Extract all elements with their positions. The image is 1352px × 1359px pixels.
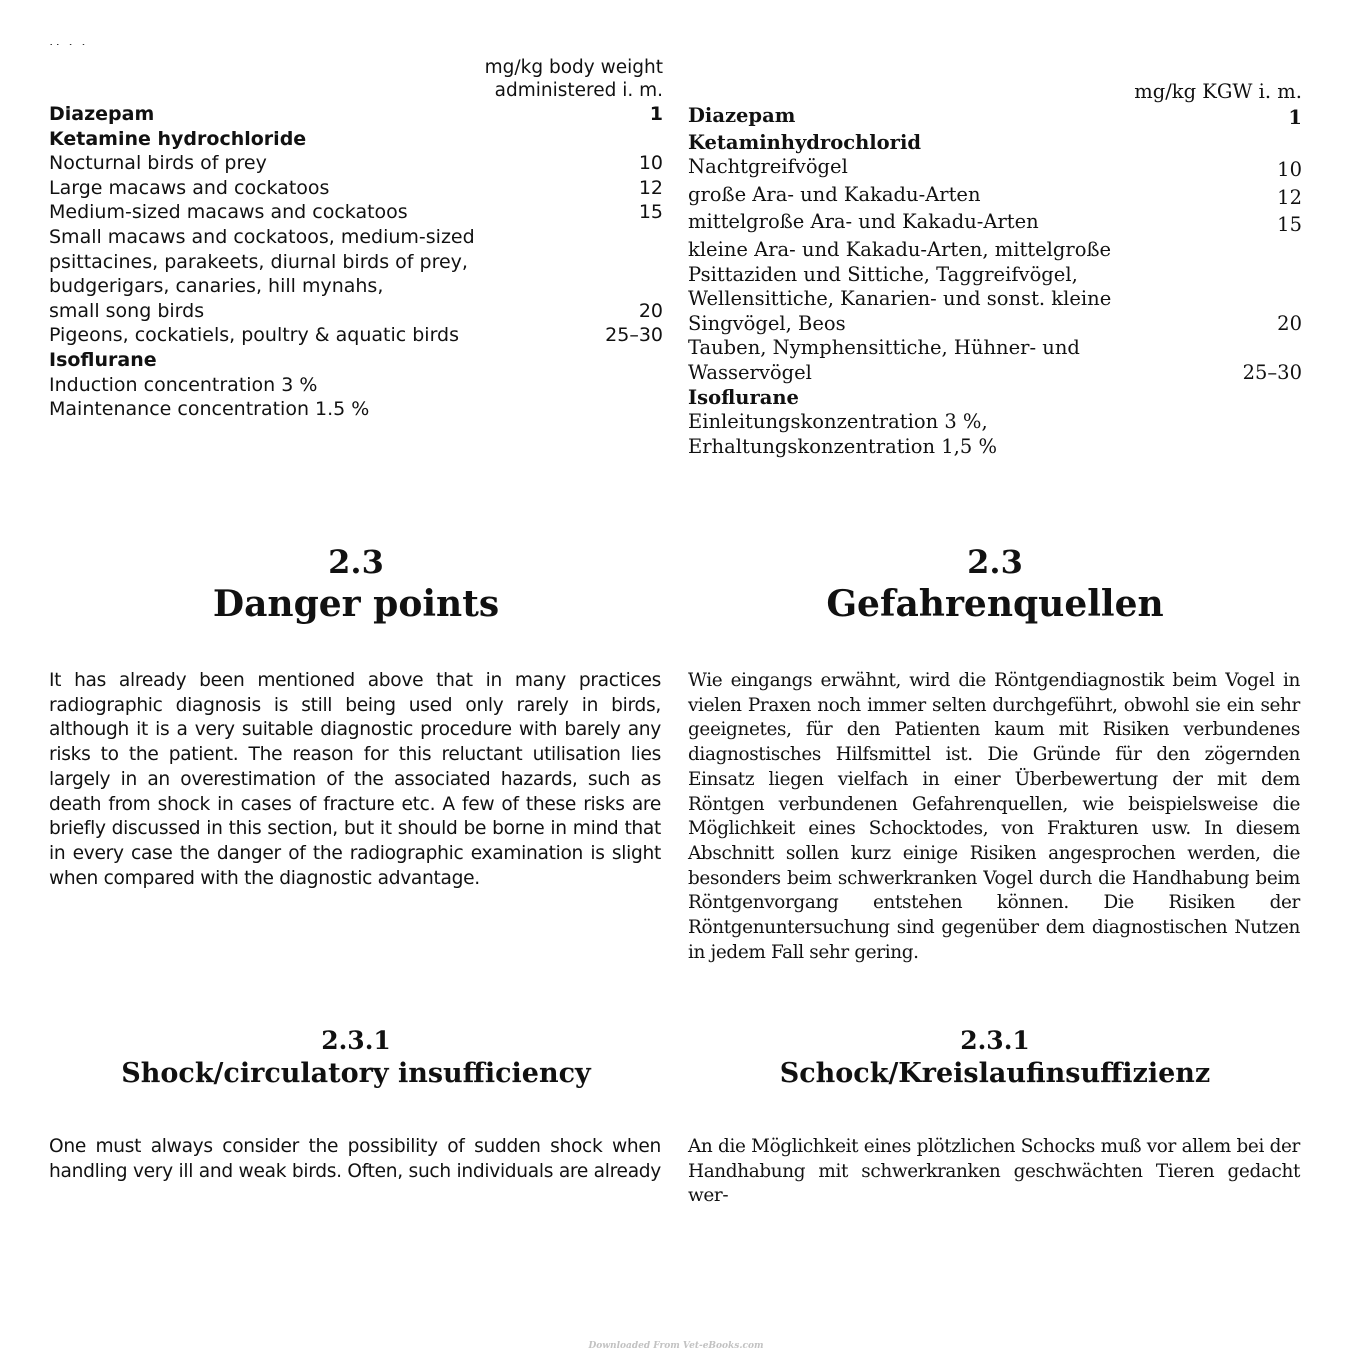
dosage-row: [49, 225, 663, 250]
section-heading-de: [688, 542, 1302, 626]
body-paragraph-de: Wie eingangs erwähnt, wird die Röntgendiagnostik beim Vogel in vielen Praxen noch immer selten durchgeführt, obwohl sie ein sehr geeignetes, für den Patienten kaum mit Risiken verbundenes diagnostisches Hilfsmittel ist. Die Gründe für den zögernden Einsatz liegen vielfach in einer Überbewertung der mit dem Röntgen verbundenen Gefahrenquellen, wie beispielsweise die Möglichkeit eines Schocktodes, von Frakturen usw. In diesem Abschnitt sollen kurz einige Risiken angesprochen werden, die besonders beim schwerkranken Vogel durch die Handhabung beim Röntgenvorgang entstehen können. Die Risiken der Röntgenuntersuchung sind gegenüber dem diagnostischen Nutzen in jedem Fall sehr gering.: [688, 670, 1300, 963]
dosage-row: [688, 238, 1302, 263]
dosage-row: [688, 183, 1302, 211]
dosage-label: Isoflurane: [688, 385, 799, 409]
dosage-row: [49, 373, 663, 398]
dosage-label: Small macaws and cockatoos, medium-sized: [49, 225, 475, 248]
dosage-label: Singvögel, Beos: [688, 311, 846, 335]
unit-header-line-1: mg/kg body weight: [484, 57, 663, 78]
dosage-label: Wasservögel: [688, 360, 812, 384]
dosage-value: 25–30: [605, 324, 663, 347]
body-paragraph-en: It has already been mentioned above that in many practices radiographic diagnosis is still being used only rarely in birds, although it is a very suitable diagnostic procedure with barely any risks to the patient. The reason for this reluctant utilisation lies largely in an overestimation of the associated hazards, such as death from shock in cases of fracture etc. A few of these risks are briefly discussed in this section, but it should be borne in mind that in every case the danger of the radiographic examination is slight when compared with the diagnostic advantage.: [49, 670, 661, 889]
dosage-label: psittacines, parakeets, diurnal birds of prey,: [49, 250, 468, 273]
dosage-label: budgerigars, canaries, hill mynahs,: [49, 275, 384, 298]
dosage-label: Wellensittiche, Kanarien- und sonst. kleine: [688, 287, 1112, 311]
dosage-table-de: [688, 80, 1302, 459]
dosage-label: Pigeons, cockatiels, poultry & aquatic birds: [49, 324, 460, 347]
dosage-label: Einleitungskonzentration 3 %,: [688, 410, 988, 434]
download-watermark: Downloaded From Vet-eBooks.com: [588, 1341, 764, 1351]
dosage-label: Tauben, Nymphensittiche, Hühner- und: [688, 336, 1080, 360]
dosage-row: [49, 250, 663, 275]
dosage-row: [49, 348, 663, 373]
dosage-value: 1: [1288, 106, 1302, 129]
dosage-label: Nocturnal birds of prey: [49, 152, 267, 175]
clipped-top-text: ·· · ·: [49, 44, 88, 53]
section-number: 2.3: [967, 543, 1023, 581]
section-title: Danger points: [212, 583, 500, 625]
dosage-table-en: [49, 56, 663, 422]
dosage-value: 25–30: [1242, 360, 1302, 384]
dosage-value: 15: [638, 201, 663, 224]
dosage-row: [688, 336, 1302, 361]
dosage-row: [49, 397, 663, 422]
dosage-row: [688, 312, 1302, 337]
dosage-label: Maintenance concentration 1.5 %: [49, 398, 370, 421]
unit-header-line-2: administered i. m.: [494, 80, 663, 101]
dosage-label: Nachtgreifvögel: [688, 155, 848, 179]
dosage-row: [49, 200, 663, 225]
dosage-row: [49, 176, 663, 201]
dosage-value: 20: [638, 299, 663, 322]
dosage-label: Medium-sized macaws and cockatoos: [49, 201, 408, 224]
dosage-label: Erhaltungskonzentration 1,5 %: [688, 434, 998, 458]
dosage-label: kleine Ara- und Kakadu-Arten, mittelgroße: [688, 237, 1112, 261]
subsection-number: 2.3.1: [321, 1026, 391, 1055]
dosage-row: [688, 104, 1302, 131]
dosage-row: [49, 151, 663, 176]
dosage-label: Diazepam: [49, 103, 155, 125]
dosage-row: [49, 102, 663, 127]
dosage-value: 15: [1277, 213, 1302, 237]
dosage-row: [49, 127, 663, 152]
dosage-row: [688, 263, 1302, 288]
dosage-value: 10: [638, 152, 663, 175]
dosage-value: 10: [1277, 158, 1302, 182]
subsection-paragraph-en: One must always consider the possibility of sudden shock when handling very ill and weak birds. Often, such individuals are already: [49, 1136, 661, 1182]
dosage-label: Induction concentration 3 %: [49, 373, 318, 396]
subsection-heading-en: [49, 1025, 663, 1090]
dosage-label: große Ara- und Kakadu-Arten: [688, 182, 981, 206]
dosage-row: [49, 274, 663, 299]
dosage-row: [49, 299, 663, 324]
subsection-title: Shock/circulatory insufficiency: [121, 1058, 591, 1089]
dosage-value: 20: [1277, 311, 1302, 335]
dosage-row: [688, 210, 1302, 238]
dosage-label: small song birds: [49, 299, 205, 322]
dosage-rows-de: [688, 104, 1302, 459]
dosage-label: Diazepam: [688, 104, 796, 127]
dosage-label: Psittaziden und Sittiche, Taggreifvögel,: [688, 262, 1078, 286]
dosage-row: [688, 131, 1302, 156]
subsection-heading-de: [688, 1025, 1302, 1090]
dosage-label: Ketamine hydrochloride: [49, 127, 307, 150]
section-heading-en: [49, 542, 663, 626]
dosage-value: 12: [638, 176, 663, 199]
subsection-paragraph-de: An die Möglichkeit eines plötzlichen Schocks muß vor allem bei der Handhabung mit schwerkranken geschwächten Tieren gedacht wer-: [688, 1136, 1300, 1207]
unit-header: mg/kg KGW i. m.: [1134, 80, 1302, 103]
dosage-row: [688, 410, 1302, 435]
dosage-row: [688, 386, 1302, 411]
dosage-row: [688, 435, 1302, 460]
dosage-row: [49, 323, 663, 348]
dosage-row: [688, 287, 1302, 312]
dosage-value: 1: [649, 103, 663, 125]
dosage-label: Ketaminhydrochlorid: [688, 130, 921, 154]
subsection-number: 2.3.1: [960, 1026, 1030, 1055]
dosage-row: [688, 361, 1302, 386]
dosage-row: [688, 155, 1302, 183]
dosage-label: Large macaws and cockatoos: [49, 176, 330, 199]
section-number: 2.3: [328, 543, 384, 581]
dosage-value: 12: [1277, 185, 1302, 209]
section-title: Gefahrenquellen: [826, 583, 1164, 625]
dosage-label: mittelgroße Ara- und Kakadu-Arten: [688, 210, 1039, 234]
dosage-label: Isoflurane: [49, 348, 157, 371]
subsection-title: Schock/Kreislaufinsuffizienz: [779, 1058, 1211, 1089]
dosage-rows-en: [49, 102, 663, 422]
